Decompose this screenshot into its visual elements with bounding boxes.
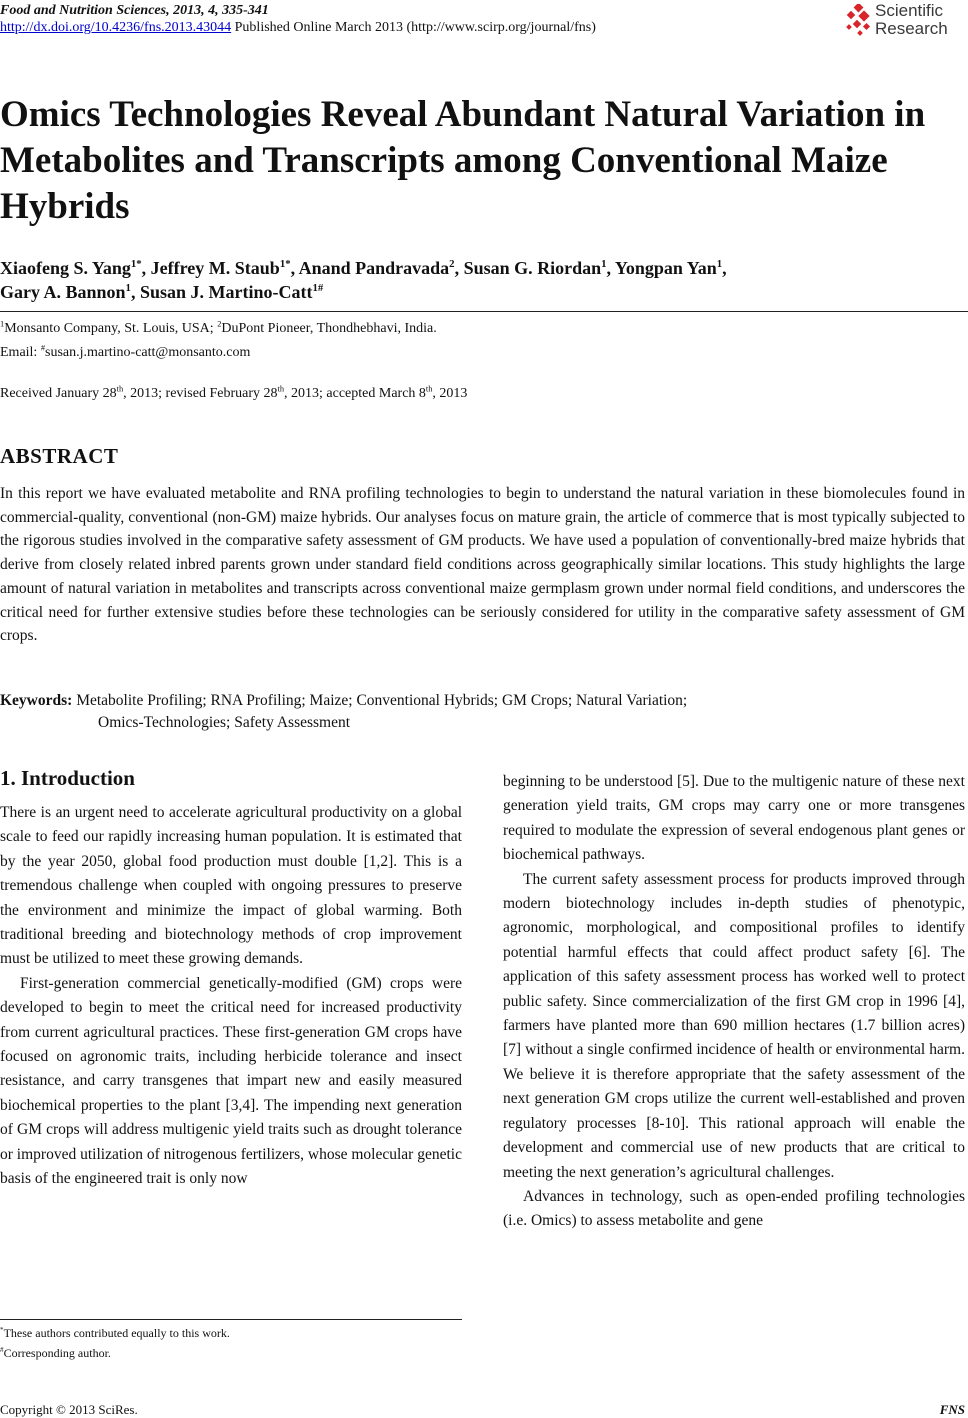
email-address: susan.j.martino-catt@monsanto.com	[45, 345, 251, 360]
header-divider	[0, 311, 968, 312]
published-note: Published Online March 2013 (http://www.scirp.org/journal/fns)	[231, 20, 596, 35]
paragraph: The current safety assessment process for products improved through modern biotechnology includes in-depth studies of phenotypic, agronomic, morphological, and compositional profiles to identify potential harmful effects that could affect product safety [6]. The application of this safety assessment process has worked well to protect public safety. Since commercialization of the first GM crop in 1996 [4], farmers have planted more than 690 million hectares (1.7 billion acres) [7] without a single confirmed incidence of health or environmental harm. We believe it is therefore appropriate that the safety assessment of the next generation GM crops utilize the current well-established and proven regulatory processes [8-10]. This rational approach will enable the development and commercial use of new products that are critical to meeting the next generation’s agricultural challenges.	[503, 870, 965, 1181]
affiliations	[0, 320, 437, 338]
author-name: , Yongpan Yan	[606, 258, 717, 278]
author-sup: 2	[449, 258, 455, 270]
abstract-heading: ABSTRACT	[0, 444, 119, 468]
doi-line	[0, 19, 596, 36]
copyright: Copyright © 2013 SciRes.	[0, 1402, 138, 1417]
doi-link[interactable]: http://dx.doi.org/10.4236/fns.2013.43044	[0, 20, 232, 35]
paragraph: beginning to be understood [5]. Due to the multigenic nature of these next generation yield traits, GM crops may carry one or more transgenes required to modulate the expression of several endogenous plant genes or biochemical pathways.	[503, 773, 965, 864]
paragraph: There is an urgent need to accelerate agricultural productivity on a global scale to feed our rapidly increasing human population. It is estimated that by the year 2050, global food production must double [1,2]. This is a tremendous challenge when coupled with ongoing pressures to preserve the environment and minimize the impact of global warming. Both traditional breeding and biotechnology methods of crop improvement must be utilized to meet these growing demands.	[0, 804, 462, 968]
author-name: , Susan J. Martino-Catt	[130, 282, 313, 302]
keywords-label: Keywords:	[0, 692, 77, 709]
paragraph: First-generation commercial genetically-modified (GM) crops were developed to begin to meet the critical need for increased productivity from current agricultural practices. These first-generation GM crops have focused on agronomic traits, including herbicide tolerance and insect resistance, and carry transgenes that impart new and easily measured biochemical properties to the plant [3,4]. The impending next generation of GM crops will address multigenic yield traits such as drought tolerance or improved utilization of nitrogenous fertilizers, whose molecular genetic basis of the engineered trait is only now	[0, 974, 462, 1188]
paragraph: Advances in technology, such as open-ended profiling technologies (i.e. Omics) to assess metabolite and gene	[503, 1187, 965, 1230]
keywords-line-1: Metabolite Profiling; RNA Profiling; Maize; Conventional Hybrids; GM Crops; Natural Variation;	[76, 692, 688, 709]
affil-sup: 1	[0, 319, 5, 329]
email-sup: #	[40, 343, 46, 353]
author-sup: 1	[601, 258, 607, 270]
journal-abbreviation: FNS	[939, 1402, 965, 1417]
received-sup: th	[425, 384, 433, 394]
footnote-equal-contribution	[0, 1325, 230, 1341]
received-text: , 2013	[432, 386, 468, 401]
paper-title	[0, 92, 968, 230]
left-column	[0, 801, 462, 1192]
author-name: Gary A. Bannon	[0, 282, 126, 302]
right-column	[503, 770, 965, 1234]
title-line-1: Omics Technologies Reveal Abundant Natural Variation in	[0, 94, 926, 135]
author-sup: 1	[125, 282, 131, 294]
logo-line-1: Scientific	[875, 1, 944, 20]
received-text: Received January 28	[0, 386, 117, 401]
title-line-2: Metabolites and Transcripts among Conventional Maize	[0, 140, 888, 181]
logo-mark-icon	[845, 4, 873, 40]
author-name: , Anand Pandravada	[290, 258, 450, 278]
footnote-text: These authors contributed equally to this work.	[3, 1326, 230, 1340]
author-name: Xiaofeng S. Yang	[0, 258, 131, 278]
author-sup: 1*	[279, 258, 291, 270]
footnote-corresponding	[0, 1345, 111, 1361]
journal-volume: , 2013, 4, 335-341	[166, 3, 269, 18]
logo-text	[875, 2, 948, 38]
title-line-3: Hybrids	[0, 186, 130, 227]
abstract-text: In this report we have evaluated metabolite and RNA profiling technologies to begin to understand the natural variation in these biomolecules found in commercial-quality, conventional (non-GM) maize hybrids. Our analyses focus on mature grain, the article of commerce that is most typically subjected to the rigorous studies involved in the comparative safety assessment of GM products. We have used a population of conventionally-bred maize hybrids that derive from closely related inbred parents grown under standard field conditions across geographically similar locations. This study highlights the large amount of natural variation in metabolites and transcripts across conventional maize germplasm grown under normal field conditions, and underscores the critical need for further extensive studies before these technologies can be seriously considered for utility in the comparative safety assessment of GM crops.	[0, 485, 965, 645]
author-name: , Susan G. Riordan	[454, 258, 602, 278]
affil-text: Monsanto Company, St. Louis, USA;	[4, 321, 218, 336]
scientific-research-logo	[845, 2, 965, 42]
email-label: Email:	[0, 345, 41, 360]
received-sup: th	[277, 384, 285, 394]
received-dates	[0, 385, 467, 403]
author-list	[0, 256, 968, 304]
revised-text: , 2013; revised February 28	[123, 386, 278, 401]
author-sup: 1#	[312, 282, 324, 294]
footnote-sup: *	[0, 1326, 4, 1334]
author-sup: 1*	[130, 258, 142, 270]
footnote-text: Corresponding author.	[3, 1346, 111, 1360]
logo-line-2: Research	[875, 19, 948, 38]
author-separator: ,	[722, 258, 727, 278]
keywords-line-2: Omics-Technologies; Safety Assessment	[98, 714, 351, 731]
email-line	[0, 344, 250, 362]
footnote-divider	[0, 1319, 462, 1320]
received-sup: th	[116, 384, 124, 394]
accepted-text: , 2013; accepted March 8	[284, 386, 426, 401]
keywords	[0, 690, 965, 734]
author-line-2	[0, 280, 968, 304]
journal-name: Food and Nutrition Sciences	[0, 3, 167, 18]
section-heading-introduction: 1. Introduction	[0, 766, 135, 790]
affil-sup: 2	[217, 319, 222, 329]
journal-citation	[0, 2, 269, 19]
affil-text: DuPont Pioneer, Thondhebhavi, India.	[221, 321, 437, 336]
author-line-1	[0, 256, 968, 280]
footnote-sup: #	[0, 1346, 4, 1354]
author-name: , Jeffrey M. Staub	[141, 258, 280, 278]
author-sup: 1	[716, 258, 723, 270]
